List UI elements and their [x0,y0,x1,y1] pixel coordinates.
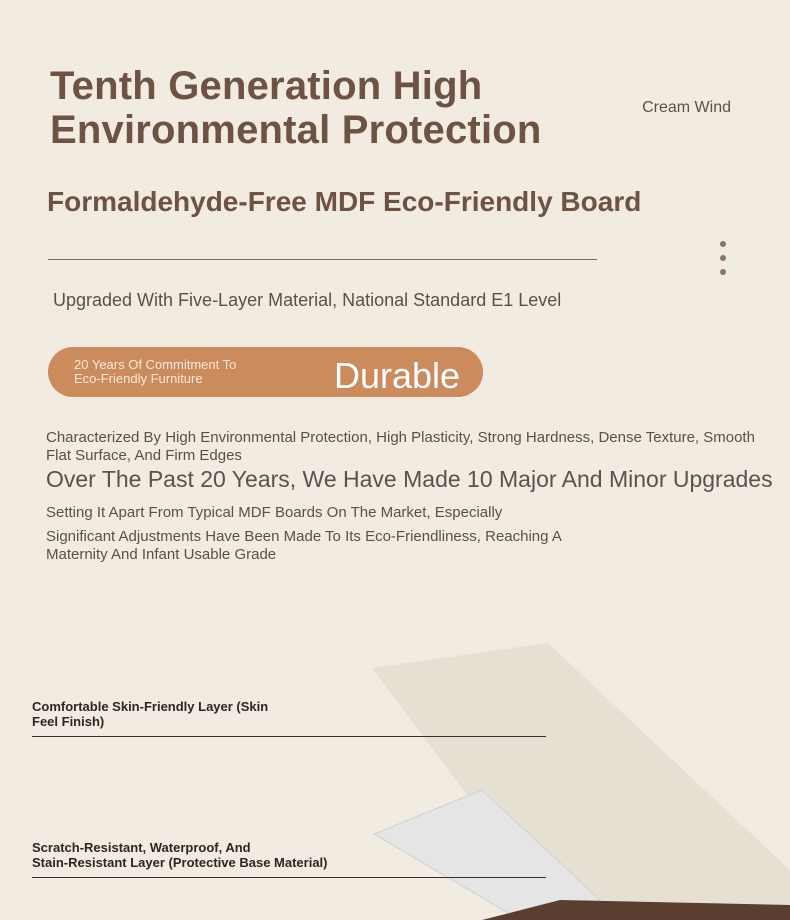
durable-badge [48,347,483,397]
badge-caption [74,358,236,386]
features-line-2: Flat Surface, And Firm Edges [46,447,242,464]
layer-line-skin [32,736,546,737]
layer-label-skin-line-2: Feel Finish) [32,714,105,729]
more-dots-icon [720,241,728,283]
eco-grade-text [46,528,562,564]
features-line-1: Characterized By High Environmental Protection, High Plasticity, Strong Hardness, Dense Texture, Smooth [46,429,755,446]
main-title [50,64,542,152]
main-title-line-1: Tenth Generation High [50,64,483,108]
market-comparison-text: Setting It Apart From Typical MDF Boards On The Market, Especially [46,504,503,521]
badge-label: Durable [334,355,461,396]
main-title-line-2: Environmental Protection [50,108,542,152]
product-subtitle: Formaldehyde-Free MDF Eco-Friendly Board [47,186,642,217]
badge-caption-line-2: Eco-Friendly Furniture [74,371,203,386]
brand-name: Cream Wind [642,99,731,116]
layer-line-protective [32,877,546,878]
layer-label-skin [32,699,268,729]
skin-layer-board [372,643,790,920]
material-level-text: Upgraded With Five-Layer Material, National Standard E1 Level [53,290,562,310]
eco-grade-line-2: Maternity And Infant Usable Grade [46,546,277,563]
layer-label-protective-line-1: Scratch-Resistant, Waterproof, And [32,840,251,855]
layer-label-skin-line-1: Comfortable Skin-Friendly Layer (Skin [32,699,269,714]
divider [48,259,597,260]
upgrades-headline: Over The Past 20 Years, We Have Made 10 Major And Minor Upgrades [46,466,773,492]
badge-caption-line-1: 20 Years Of Commitment To [74,357,237,372]
features-description [46,429,790,465]
layer-label-protective-line-2: Stain-Resistant Layer (Protective Base Material) [32,855,328,870]
layer-label-protective [32,840,328,870]
eco-grade-line-1: Significant Adjustments Have Been Made To Its Eco-Friendliness, Reaching A [46,528,562,545]
